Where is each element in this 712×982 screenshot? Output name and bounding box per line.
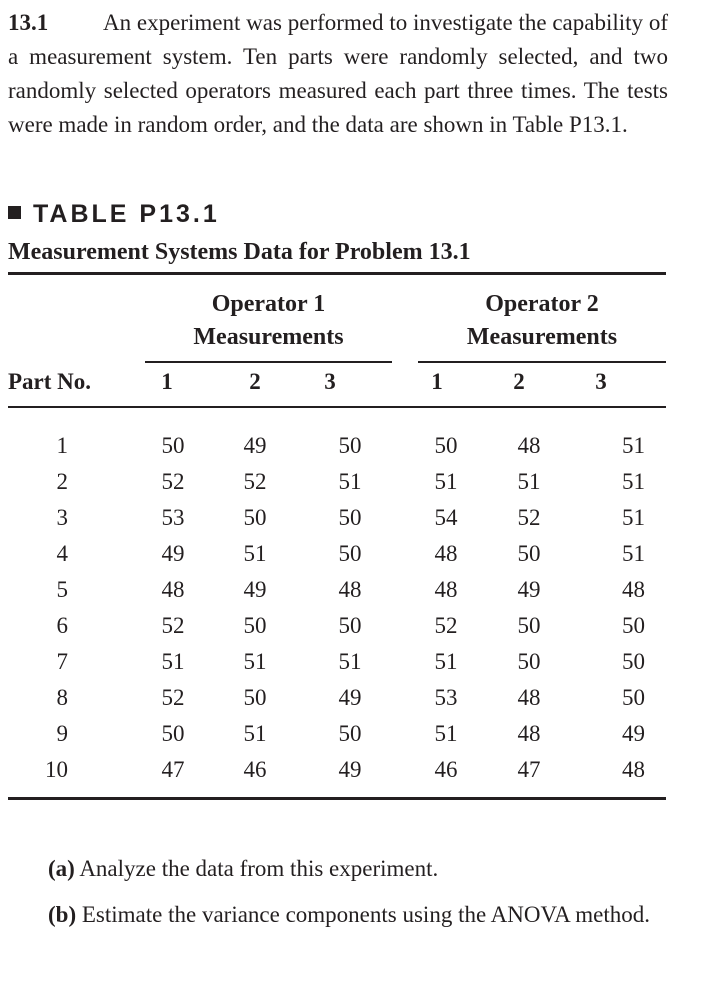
measurement-cell: 48: [434, 541, 458, 566]
measurement-cell: 48: [338, 577, 362, 602]
question-b-text: Estimate the variance components using the ANOVA method.: [81, 902, 650, 927]
operator2-header-line2: Measurements: [466, 324, 618, 350]
part-number-cell: 1: [56, 433, 68, 458]
column-header-measurement: 2: [513, 369, 525, 394]
part-number-cell: 8: [56, 685, 68, 710]
measurement-cell: 49: [243, 433, 267, 458]
column-header-measurement: 3: [324, 369, 336, 394]
measurement-cell: 51: [622, 505, 645, 530]
measurement-cell: 46: [243, 757, 267, 782]
question-b-label: (b): [48, 902, 77, 927]
measurement-cell: 50: [434, 433, 458, 458]
table-title: Measurement Systems Data for Problem 13.1: [8, 239, 471, 265]
table-label-text: TABLE P13.1: [33, 200, 220, 228]
part-number-cell: 9: [56, 721, 68, 746]
measurement-cell: 51: [622, 541, 645, 566]
measurement-cell: 51: [161, 649, 185, 674]
measurement-cell: 50: [622, 649, 645, 674]
operator1-rule: [145, 361, 392, 363]
measurement-cell: 51: [434, 649, 458, 674]
measurement-cell: 50: [338, 721, 362, 746]
measurement-cell: 51: [517, 469, 541, 494]
measurement-cell: 49: [161, 541, 185, 566]
measurement-cell: 48: [517, 721, 541, 746]
measurement-cell: 46: [434, 757, 458, 782]
measurement-cell: 47: [161, 757, 185, 782]
measurement-cell: 49: [517, 577, 541, 602]
square-bullet-icon: [8, 206, 21, 219]
measurement-cell: 51: [243, 541, 267, 566]
measurement-cell: 52: [517, 505, 541, 530]
measurement-cell: 47: [517, 757, 541, 782]
measurement-cell: 52: [161, 469, 185, 494]
measurement-cell: 50: [517, 541, 541, 566]
measurement-cell: 50: [161, 433, 185, 458]
measurement-cell: 49: [338, 757, 362, 782]
operator1-header-line2: Measurements: [193, 324, 344, 350]
measurement-cell: 53: [434, 685, 458, 710]
measurement-cell: 54: [434, 505, 458, 530]
measurement-cell: 53: [161, 505, 185, 530]
part-number-cell: 5: [56, 577, 68, 602]
measurement-cell: 52: [434, 613, 458, 638]
measurement-cell: 49: [338, 685, 362, 710]
column-header-measurement: 2: [249, 369, 261, 394]
measurement-cell: 50: [338, 433, 362, 458]
measurement-cell: 48: [622, 577, 645, 602]
question-a: [48, 852, 668, 886]
operator2-rule: [418, 361, 666, 363]
part-number-cell: 6: [56, 613, 68, 638]
column-header-measurement: 3: [595, 369, 607, 394]
measurement-cell: 50: [243, 505, 267, 530]
measurement-cell: 50: [243, 613, 267, 638]
measurement-cell: 48: [517, 685, 541, 710]
column-header-measurement: 1: [161, 369, 173, 394]
measurement-cell: 50: [517, 649, 541, 674]
measurement-cell: 48: [622, 757, 645, 782]
problem-statement: [8, 6, 668, 142]
measurement-cell: 51: [338, 469, 362, 494]
measurement-cell: 51: [434, 721, 458, 746]
part-number-cell: 3: [56, 505, 68, 530]
measurement-cell: 50: [338, 613, 362, 638]
measurement-cell: 51: [622, 469, 645, 494]
table-bottom-rule: [8, 797, 666, 800]
measurement-cell: 48: [517, 433, 541, 458]
column-header-measurement: 1: [431, 369, 443, 394]
header-bottom-rule: [8, 406, 666, 408]
measurement-cell: 51: [434, 469, 458, 494]
measurement-cell: 50: [622, 685, 645, 710]
problem-number: 13.1: [8, 10, 49, 35]
measurement-cell: 48: [161, 577, 185, 602]
part-number-cell: 4: [56, 541, 68, 566]
measurement-cell: 50: [338, 505, 362, 530]
measurement-cell: 52: [161, 613, 185, 638]
operator2-header-line1: Operator 2: [485, 291, 599, 317]
column-header-part-no: Part No.: [8, 369, 92, 394]
measurement-cell: 51: [338, 649, 362, 674]
measurement-cell: 49: [243, 577, 267, 602]
part-number-cell: 7: [56, 649, 68, 674]
measurement-cell: 52: [243, 469, 267, 494]
measurement-cell: 50: [338, 541, 362, 566]
measurement-cell: 51: [243, 649, 267, 674]
part-number-cell: 2: [56, 469, 68, 494]
operator2-header: [418, 288, 666, 354]
measurement-cell: 51: [243, 721, 267, 746]
table-label: [8, 200, 220, 229]
question-a-text: Analyze the data from this experiment.: [79, 856, 439, 881]
measurement-cell: 50: [243, 685, 267, 710]
question-a-label: (a): [48, 856, 75, 881]
question-b: [48, 898, 668, 932]
measurement-cell: 52: [161, 685, 185, 710]
measurement-cell: 50: [622, 613, 645, 638]
problem-text: An experiment was performed to investigate the capability of a measurement system. Ten parts were randomly selected, and two randomly selected operators measured each part three times. The tests were made in random order, and the data are shown in Table P13.1.: [8, 10, 668, 137]
part-number-cell: 10: [45, 757, 68, 782]
operator1-header: [145, 288, 392, 354]
measurement-cell: 48: [434, 577, 458, 602]
measurement-cell: 50: [161, 721, 185, 746]
measurement-cell: 50: [517, 613, 541, 638]
table-top-rule: [8, 272, 666, 275]
operator1-header-line1: Operator 1: [211, 291, 326, 317]
measurement-cell: 51: [622, 433, 645, 458]
measurement-cell: 49: [622, 721, 645, 746]
